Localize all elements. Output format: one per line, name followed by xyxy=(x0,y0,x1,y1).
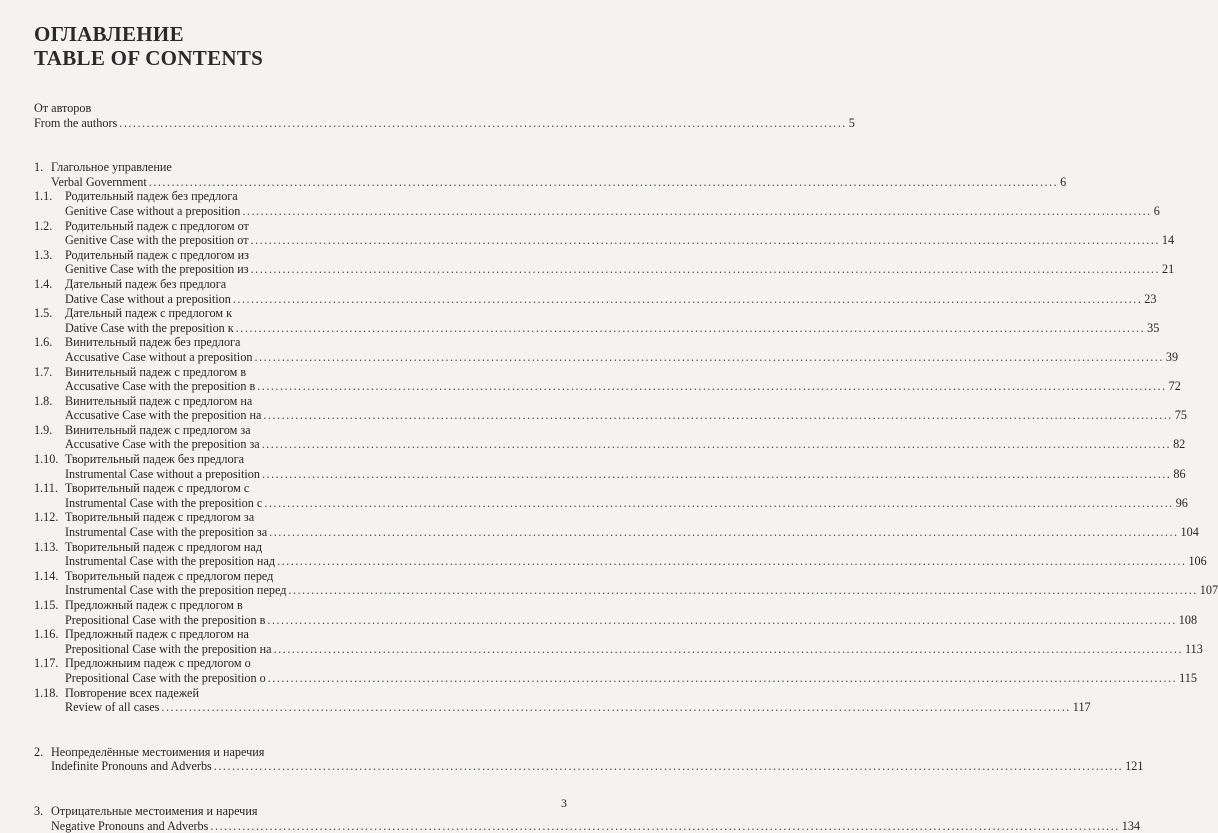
toc-item-title-en: Instrumental Case with the preposition за xyxy=(65,525,268,540)
toc-item-title-ru: Винительный падеж с предлогом за xyxy=(65,422,251,437)
toc-item-title-en: Prepositional Case with the preposition в xyxy=(65,612,266,627)
toc-page-number: 5 xyxy=(848,115,855,130)
dot-leader: ........................................................................................................................................................................................................ xyxy=(161,700,1071,715)
dot-leader: ........................................................................................................................................................................................................ xyxy=(264,495,1174,510)
toc-item-number: 1.3. xyxy=(34,247,53,262)
toc-item-ru xyxy=(34,248,567,263)
authors-entry-ru xyxy=(34,101,567,116)
toc-section-title-ru: Глагольное управление xyxy=(51,160,172,175)
toc-item-title-en: Genitive Case without a preposition xyxy=(65,203,241,218)
toc-item-number: 1.2. xyxy=(34,218,53,233)
toc-item-ru xyxy=(34,481,567,496)
toc-item-title-ru: Дательный падеж с предлогом к xyxy=(65,306,233,321)
toc-item-number: 1.4. xyxy=(34,276,53,291)
page-number: 3 xyxy=(561,796,567,810)
toc-item-en xyxy=(34,437,1186,452)
toc-item-title-en: Accusative Case with the preposition за xyxy=(65,437,260,452)
toc-page-number: 115 xyxy=(1179,670,1197,685)
toc-item-title-ru: Творительный падеж с предлогом за xyxy=(65,510,255,525)
toc-item-en xyxy=(34,233,1175,248)
toc-item-number: 1.6. xyxy=(34,335,53,350)
dot-leader: ........................................................................................................................................................................................................ xyxy=(263,408,1173,423)
toc-section-title-en: Indefinite Pronouns and Adverbs xyxy=(51,759,212,774)
toc-item-ru xyxy=(34,365,567,380)
toc-item-number: 1.10. xyxy=(34,452,59,467)
toc-item-ru xyxy=(34,452,567,467)
toc-item-ru xyxy=(34,306,567,321)
toc-entry-title-ru: От авторов xyxy=(34,101,92,115)
dot-leader: ........................................................................................................................................................................................................ xyxy=(242,203,1152,218)
toc-item-en xyxy=(34,495,1188,511)
heading-en: TABLE OF CONTENTS xyxy=(34,46,264,70)
toc-item-ru xyxy=(34,394,567,409)
heading-ru: ОГЛАВЛЕНИЕ xyxy=(34,22,184,46)
toc-item-title-ru: Повторение всех падежей xyxy=(65,685,199,700)
toc-item-number: 1.11. xyxy=(34,481,58,496)
toc-item-number: 1.15. xyxy=(34,598,59,612)
toc-item-en xyxy=(34,379,1181,394)
toc-item-title-en: Instrumental Case with the preposition над xyxy=(65,554,276,569)
toc-item-ru xyxy=(34,540,567,555)
toc-item-title-en: Prepositional Case with the preposition о xyxy=(65,670,266,685)
dot-leader: ........................................................................................................................................................................................................ xyxy=(267,670,1178,685)
toc-page-number: 23 xyxy=(1144,291,1157,306)
toc-item-title-ru: Творительный падеж с предлогом с xyxy=(65,481,250,496)
dot-leader: ........................................................................................................................................................................................................ xyxy=(254,349,1164,364)
dot-leader: ........................................................................................................................................................................................................ xyxy=(148,174,1059,189)
dot-leader: ........................................................................................................................................................................................................ xyxy=(273,641,1183,656)
toc-item-number: 1.18. xyxy=(34,685,59,700)
toc-item-ru xyxy=(34,627,567,642)
toc-item-en xyxy=(34,466,1186,482)
toc-page-number: 113 xyxy=(1184,641,1203,656)
toc-item-title-ru: Творительный падеж с предлогом над xyxy=(65,539,263,554)
toc-item-number: 1.1. xyxy=(34,189,53,204)
toc-item-ru xyxy=(34,219,567,234)
toc-page-number: 121 xyxy=(1125,759,1144,774)
toc-page-number: 72 xyxy=(1168,379,1181,394)
toc-item-en xyxy=(34,291,1157,307)
toc-item-en xyxy=(34,554,1207,569)
toc-page-number: 96 xyxy=(1175,495,1188,510)
toc-item-title-ru: Творительный падеж без предлога xyxy=(65,452,244,467)
dot-leader: ........................................................................................................................................................................................................ xyxy=(269,525,1179,540)
toc-item-en xyxy=(34,262,1175,277)
toc-item-en xyxy=(34,612,1198,628)
toc-item-title-ru: Предложныим падеж с предлогом о xyxy=(65,656,251,671)
dot-leader: ........................................................................................................................................................................................................ xyxy=(261,437,1172,452)
section-title-en xyxy=(34,818,1141,833)
toc-item-en xyxy=(34,700,1091,715)
toc-item-title-en: Instrumental Case with the preposition с xyxy=(65,495,263,510)
toc-section-heading: 3. xyxy=(34,803,44,818)
toc-item-title-ru: Родительный падеж без предлога xyxy=(65,189,238,204)
toc-item-title-ru: Винительный падеж без предлога xyxy=(65,335,241,350)
toc-section-heading: 2. xyxy=(34,744,44,759)
toc-page-number: 117 xyxy=(1072,700,1091,715)
page-heading xyxy=(34,22,263,70)
toc-item-ru xyxy=(34,277,567,292)
toc-section-title-en: Verbal Government xyxy=(51,174,147,189)
toc-item-ru xyxy=(34,335,567,350)
toc-page-number: 21 xyxy=(1162,262,1175,277)
dot-leader: ........................................................................................................................................................................................................ xyxy=(277,554,1187,569)
section-title-ru xyxy=(34,160,567,175)
toc-item-title-en: Genitive Case with the preposition из xyxy=(65,262,249,277)
dot-leader: ........................................................................................................................................................................................................ xyxy=(232,291,1143,306)
section-title-en xyxy=(34,174,1067,190)
toc-item-en xyxy=(34,670,1197,686)
toc-page-number: 82 xyxy=(1173,437,1186,452)
toc-section-title-ru: Неопределённые местоимения и наречия xyxy=(51,744,265,759)
toc-item-title-en: Accusative Case without a preposition xyxy=(65,349,253,364)
toc-section-title-en: Negative Pronouns and Adverbs xyxy=(51,818,209,833)
toc-item-en xyxy=(34,583,1218,598)
toc-item-en xyxy=(34,641,1203,657)
section-title-ru xyxy=(34,804,567,819)
toc-page-number: 75 xyxy=(1174,408,1187,423)
toc-page-number: 104 xyxy=(1180,525,1199,540)
toc-page-number: 106 xyxy=(1188,554,1207,569)
toc-item-title-en: Prepositional Case with the preposition на xyxy=(65,641,272,656)
toc-page-number: 39 xyxy=(1165,349,1179,364)
toc-item-ru xyxy=(34,423,567,438)
toc-section-title-ru: Отрицательные местоимения и наречия xyxy=(51,803,258,818)
toc-item-number: 1.9. xyxy=(34,422,53,437)
toc-item-title-ru: Родительный падеж с предлогом от xyxy=(65,218,249,233)
toc-item-number: 1.13. xyxy=(34,539,59,554)
section-title-en xyxy=(34,759,1144,774)
dot-leader: ........................................................................................................................................................................................................ xyxy=(288,583,1198,598)
toc-item-en xyxy=(34,203,1160,219)
toc-item-number: 1.12. xyxy=(34,510,59,525)
toc-item-title-en: Dative Case with the preposition к xyxy=(65,320,234,335)
toc-item-title-ru: Винительный падеж с предлогом на xyxy=(65,393,253,408)
toc-page-number: 6 xyxy=(1153,203,1160,218)
toc-item-number: 1.5. xyxy=(34,306,53,321)
toc-item-title-en: Accusative Case with the preposition в xyxy=(65,379,256,394)
toc-page-number: 134 xyxy=(1121,818,1141,833)
toc-item-title-en: Accusative Case with the preposition на xyxy=(65,408,262,423)
toc-item-ru xyxy=(34,686,567,701)
toc-item-title-en: Review of all cases xyxy=(65,700,160,715)
toc-item-number: 1.16. xyxy=(34,627,59,642)
toc-item-title-en: Genitive Case with the preposition от xyxy=(65,233,249,248)
toc-item-ru xyxy=(34,189,567,204)
toc-page-number: 107 xyxy=(1199,583,1218,598)
toc-item-ru xyxy=(34,598,567,613)
dot-leader: ........................................................................................................................................................................................................ xyxy=(267,612,1177,627)
toc-page-number: 108 xyxy=(1178,612,1198,627)
toc-page-number: 6 xyxy=(1060,174,1067,189)
toc-section-heading: 1. xyxy=(34,160,44,175)
dot-leader: ................................................................................................................................................................ xyxy=(119,115,847,130)
toc-item-number: 1.7. xyxy=(34,364,53,379)
toc-item-title-en: Dative Case without a preposition xyxy=(65,291,231,306)
toc-item-title-en: Instrumental Case with the preposition перед xyxy=(65,583,287,598)
dot-leader: ........................................................................................................................................................................................................ xyxy=(250,233,1160,248)
dot-leader: ........................................................................................................................................................................................................ xyxy=(213,759,1124,774)
toc-item-title-ru: Предложный падеж с предлогом на xyxy=(65,627,249,642)
section-title-ru xyxy=(34,745,567,760)
toc-item-ru xyxy=(34,510,567,525)
dot-leader: ........................................................................................................................................................................................................ xyxy=(261,466,1172,481)
toc-item-title-ru: Родительный падеж с предлогом из xyxy=(65,247,249,262)
toc-item-ru xyxy=(34,656,567,671)
toc-item-en xyxy=(34,525,1199,540)
toc-item-en xyxy=(34,408,1187,423)
toc-page-number: 14 xyxy=(1161,233,1175,248)
toc-item-ru xyxy=(34,569,567,584)
toc-item-number: 1.17. xyxy=(34,656,59,671)
toc-page-number: 86 xyxy=(1173,466,1186,481)
toc-item-number: 1.8. xyxy=(34,393,53,408)
toc-item-title-ru: Винительный падеж с предлогом в xyxy=(65,364,247,379)
dot-leader: ........................................................................................................................................................................................................ xyxy=(235,320,1146,335)
toc-item-en xyxy=(34,349,1179,365)
table-of-contents xyxy=(34,101,1218,833)
toc-item-title-ru: Творительный падеж с предлогом перед xyxy=(65,568,274,583)
dot-leader: ........................................................................................................................................................................................................ xyxy=(210,818,1120,833)
dot-leader: ........................................................................................................................................................................................................ xyxy=(257,379,1167,394)
toc-item-number: 1.14. xyxy=(34,568,59,583)
toc-page-number: 35 xyxy=(1147,320,1160,335)
toc-item-title-ru: Дательный падеж без предлога xyxy=(65,276,227,291)
toc-item-title-ru: Предложный падеж с предлогом в xyxy=(65,598,243,612)
toc-item-en xyxy=(34,320,1160,336)
dot-leader: ........................................................................................................................................................................................................ xyxy=(250,262,1160,277)
toc-item-title-en: Instrumental Case without a preposition xyxy=(65,466,260,481)
toc-entry-title-en: From the authors xyxy=(34,115,118,130)
authors-entry-en xyxy=(34,115,855,131)
